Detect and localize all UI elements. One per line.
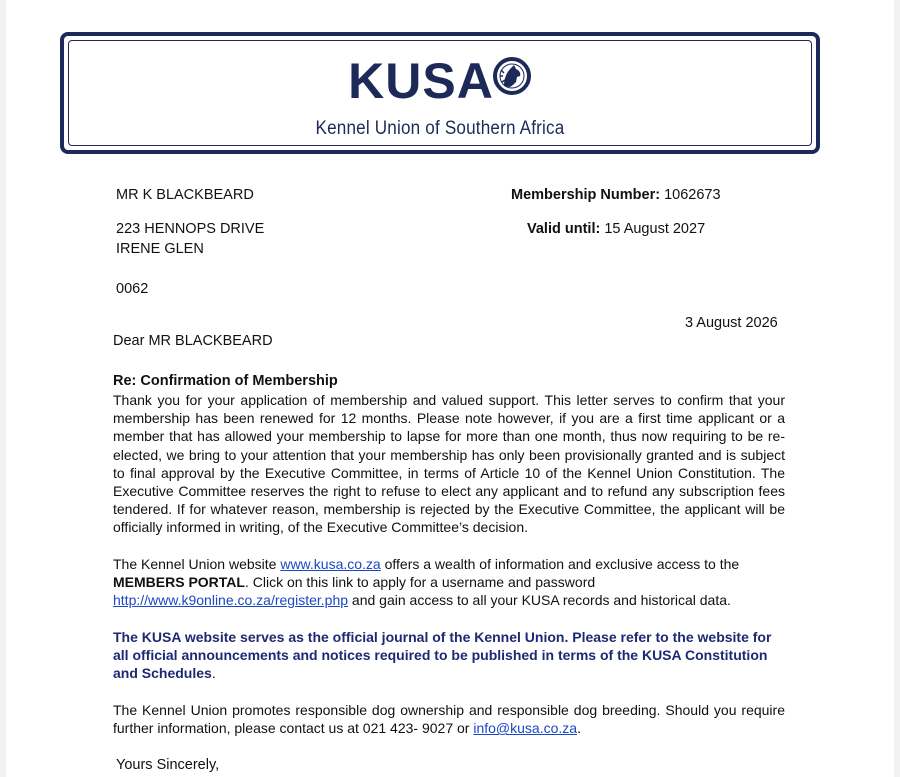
register-end: and gain access to all your KUSA records and historical data. bbox=[348, 592, 731, 609]
dog-head-emblem-icon bbox=[492, 56, 532, 101]
address-line-1: 223 HENNOPS DRIVE bbox=[116, 221, 265, 237]
journal-notice-end: . bbox=[211, 665, 216, 682]
valid-until-value: 15 August 2027 bbox=[604, 221, 706, 237]
valid-until-label: Valid until: bbox=[527, 221, 601, 237]
portal-mid: . Click on this link to apply for a username and password bbox=[244, 574, 596, 591]
letter-page bbox=[6, 0, 894, 777]
contact-email-link[interactable]: info@kusa.co.za bbox=[473, 720, 578, 737]
website-paragraph bbox=[113, 555, 785, 610]
logo-wordmark: KUSA bbox=[348, 53, 494, 109]
closing-line: Yours Sincerely, bbox=[116, 757, 220, 773]
organisation-name: Kennel Union of Southern Africa bbox=[315, 118, 565, 139]
subject-line: Re: Confirmation of Membership bbox=[113, 373, 338, 389]
salutation: Dear MR BLACKBEARD bbox=[113, 333, 273, 349]
address-line-2: IRENE GLEN bbox=[116, 241, 204, 257]
contact-paragraph bbox=[113, 701, 785, 737]
body-paragraph: Thank you for your application of membership and valued support. This letter serves to confirm that your membership has been renewed for 12 months. Please note however, if you are a first time applicant or a member that has allowed your membership to lapse for more than one month, thus now requiring to be re-elected, we bring to your attention that your membership has only been provisionally granted and is subject to final approval by the Executive Committee, in terms of Article 10 of the Kennel Union Constitution. The Executive Committee reserves the right to refuse to elect any applicant and to refund any subscription fees tendered. If for whatever reason, membership is rejected by the Executive Committee, the applicant will be officially informed in writing, of the Executive Committee’s decision. bbox=[113, 392, 785, 536]
contact-intro: The Kennel Union promotes responsible dog ownership and responsible dog breeding. Should you require further information, please contact us at 021 423- 9027 or bbox=[113, 702, 785, 737]
letter-date: 3 August 2026 bbox=[685, 315, 778, 331]
members-portal-label: MEMBERS PORTAL bbox=[113, 574, 245, 591]
kusa-logo bbox=[64, 53, 816, 109]
letterhead bbox=[60, 32, 820, 154]
valid-until bbox=[527, 220, 705, 238]
website-mid: offers a wealth of information and exclusive access to the bbox=[380, 556, 740, 572]
website-intro: The Kennel Union website bbox=[113, 556, 281, 572]
journal-notice-text: The KUSA website serves as the official journal of the Kennel Union. Please refer to the website for all official announcements and notices required to be published in terms of the KUSA Constitution and Schedules bbox=[113, 629, 772, 682]
contact-end: . bbox=[577, 720, 581, 737]
journal-notice bbox=[113, 628, 785, 683]
membership-number-label: Membership Number: bbox=[511, 187, 661, 203]
recipient-name: MR K BLACKBEARD bbox=[116, 187, 254, 203]
kusa-website-link[interactable]: www.kusa.co.za bbox=[280, 556, 381, 572]
register-link[interactable]: http://www.k9online.co.za/register.php bbox=[113, 592, 349, 609]
postal-code: 0062 bbox=[116, 281, 149, 297]
membership-number-value: 1062673 bbox=[664, 187, 721, 203]
membership-number bbox=[511, 186, 721, 204]
